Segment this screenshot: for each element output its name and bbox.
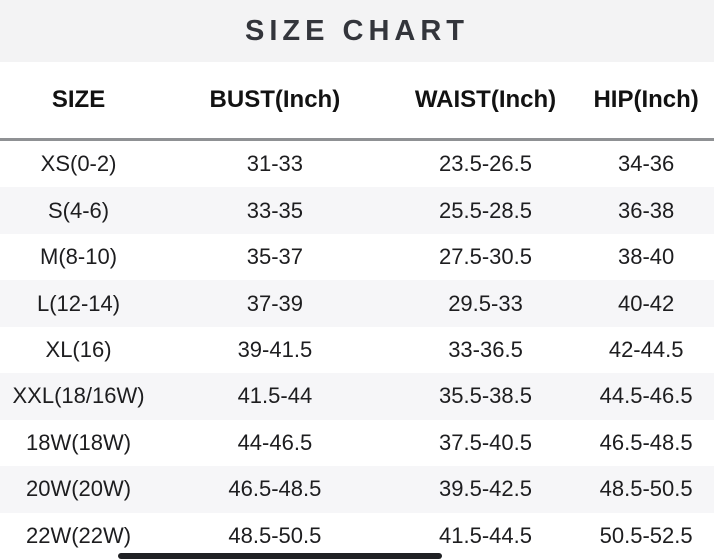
bust-cell: 39-41.5 (237, 336, 313, 362)
size-cell: XS(0-2) (40, 151, 117, 177)
waist-cell: 39.5-42.5 (439, 476, 532, 502)
table-row (0, 187, 714, 233)
waist-cell: 33-36.5 (448, 336, 523, 362)
bust-cell: 31-33 (246, 151, 304, 177)
horizontal-scrollbar-thumb[interactable] (118, 553, 442, 559)
size-cell: L(12-14) (36, 290, 121, 316)
table-row (0, 420, 714, 466)
size-cell: 22W(22W) (25, 522, 132, 548)
hip-cell: 40-42 (618, 290, 675, 316)
table-body (0, 141, 714, 559)
bust-cell: 48.5-50.5 (228, 522, 322, 548)
hip-cell: 44.5-46.5 (599, 383, 693, 409)
table-row (0, 327, 714, 373)
table-row (0, 466, 714, 512)
page-title: SIZE CHART (245, 14, 469, 47)
waist-cell: 41.5-44.5 (439, 522, 532, 548)
header-hip: HIP(Inch) (593, 86, 699, 113)
waist-cell: 23.5-26.5 (439, 151, 532, 177)
waist-cell: 27.5-30.5 (439, 244, 532, 270)
waist-cell: 35.5-38.5 (439, 383, 532, 409)
waist-cell: 37.5-40.5 (439, 429, 532, 455)
size-cell: XXL(18/16W) (12, 383, 145, 409)
header-size: SIZE (51, 86, 106, 113)
table-row (0, 513, 714, 559)
bust-cell: 46.5-48.5 (228, 476, 322, 502)
hip-cell: 48.5-50.5 (599, 476, 693, 502)
table-row (0, 141, 714, 187)
bust-cell: 35-37 (246, 244, 304, 270)
table-row (0, 234, 714, 280)
bust-cell: 41.5-44 (237, 383, 313, 409)
waist-cell: 29.5-33 (448, 290, 523, 316)
hip-cell: 36-38 (618, 197, 675, 223)
hip-cell: 38-40 (618, 244, 675, 270)
table-header-row (0, 62, 714, 138)
size-cell: 18W(18W) (25, 429, 132, 455)
size-cell: S(4-6) (47, 197, 110, 223)
bust-cell: 44-46.5 (237, 429, 313, 455)
header-bust: BUST(Inch) (209, 86, 341, 113)
hip-cell: 46.5-48.5 (599, 429, 693, 455)
table-row (0, 280, 714, 326)
hip-cell: 50.5-52.5 (599, 522, 693, 548)
table-row (0, 373, 714, 419)
waist-cell: 25.5-28.5 (439, 197, 532, 223)
header-waist: WAIST(Inch) (414, 86, 557, 113)
hip-cell: 42-44.5 (608, 336, 684, 362)
title-band (0, 0, 714, 62)
size-cell: XL(16) (45, 336, 112, 362)
bust-cell: 33-35 (246, 197, 304, 223)
size-cell: 20W(20W) (25, 476, 132, 502)
size-cell: M(8-10) (40, 244, 118, 270)
bust-cell: 37-39 (246, 290, 304, 316)
hip-cell: 34-36 (618, 151, 675, 177)
